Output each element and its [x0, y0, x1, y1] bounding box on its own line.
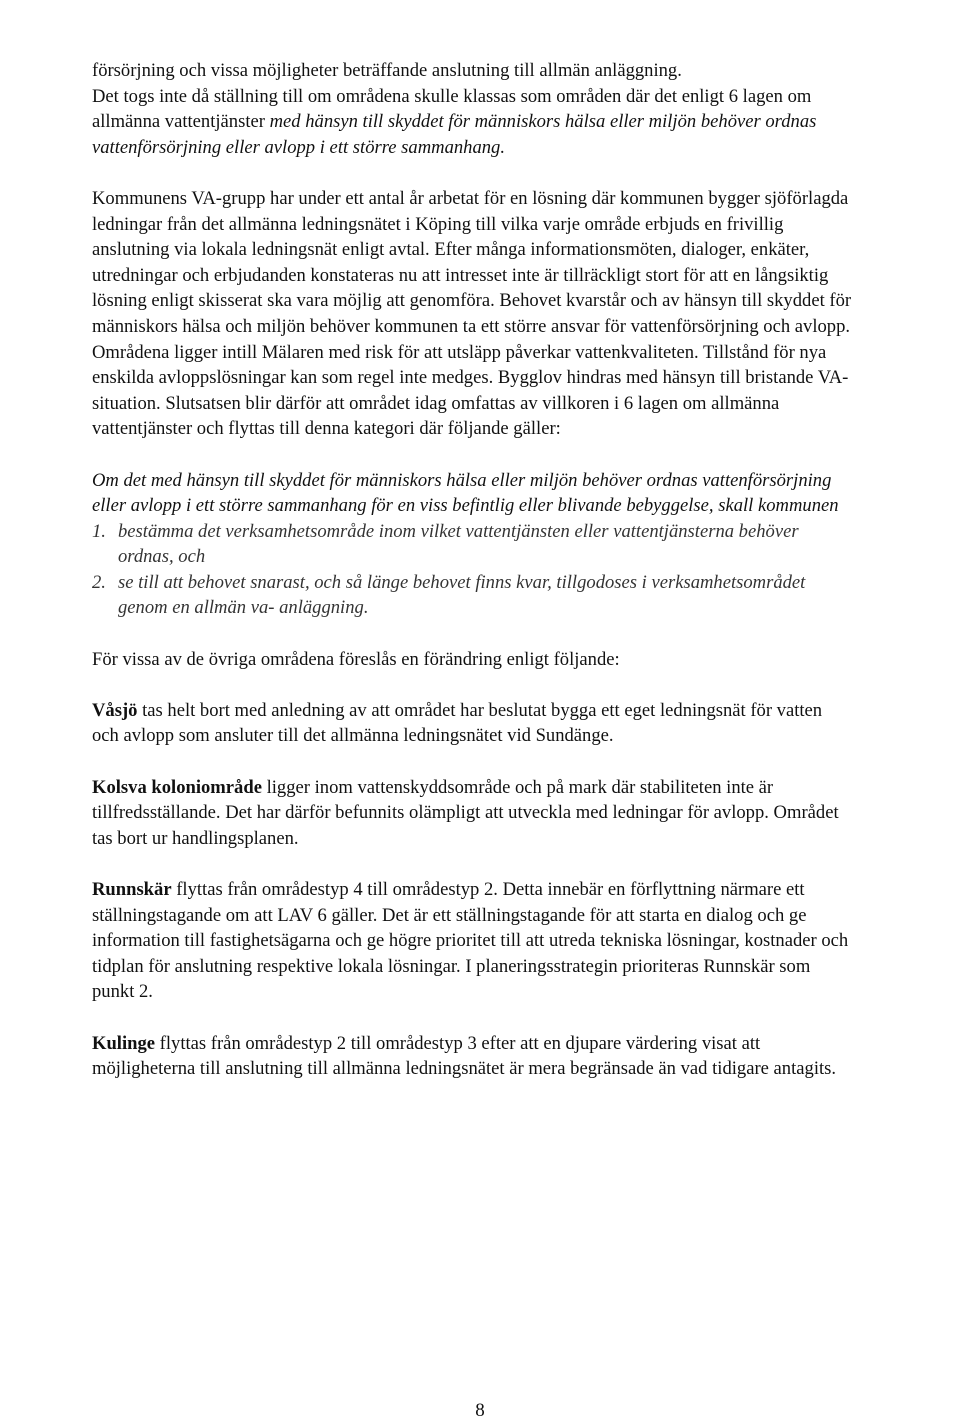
law-quote-list — [92, 519, 852, 621]
law-quote: Om det med hänsyn till skyddet för människors hälsa eller miljön behöver ordnas vattenförsörjning eller avlopp i ett större sammanhang för en viss befintlig eller blivande bebyggelse, skall kommunen — [92, 469, 839, 517]
area-name: Våsjö — [92, 699, 138, 721]
area-text: flyttas från områdestyp 4 till områdestyp 2. Detta innebär en förflyttning närmare ett ställningstagande om att LAV 6 gäller. Det är ett ställningstagande för att starta en dialog och ge information till fastighetsägarna och ge högre prioritet till att utreda tekniska lösningar, kostnader och tidplan för anslutning respektive lokala lösningar. I planeringsstrategin prioriteras Runnskär som punkt 2. — [92, 879, 849, 1003]
area-name: Kulinge — [92, 1032, 156, 1054]
intro-italic-text: med hänsyn till skyddet för människors hälsa eller miljön behöver ordnas vattenförsörjning eller avlopp i ett större sammanhang. — [92, 111, 817, 158]
law-quote-item: 2. se till att behovet snarast, och så länge behovet finns kvar, tillgodoses i verksamhetsområdet genom en allmän va- anläggning. — [92, 571, 806, 619]
document-page — [92, 58, 852, 1082]
area-vasjo — [92, 698, 852, 749]
area-name: Runnskär — [92, 879, 172, 900]
intro-paragraph — [92, 58, 852, 160]
law-quote-item: 1. bestämma det verksamhetsområde inom vilket vattentjänsten eller vattentjänsterna behöver ordnas, och — [92, 520, 799, 568]
area-text: ligger inom vattenskyddsområde och på mark där stabiliteten inte är tillfredsställande. Det har därför befunnits olämpligt att utveckla med ledningar för avlopp. Området tas bort ur handlingsplanen. — [92, 776, 839, 849]
page-number: 8 — [475, 1400, 485, 1421]
area-runnskar — [92, 877, 852, 1005]
main-paragraph: Kommunens VA-grupp har under ett antal år arbetat för en lösning där kommunen bygger sjöförlagda ledningar från det allmänna ledningsnätet i Köping till vilka varje område erbjuds en frivillig anslutning via lokala ledningsnät enligt avtal. Efter många informationsmöten, dialoger, enkäter, utredningar och erbjudanden konstateras nu att intresset inte är tillräckligt stort för att en långsiktig lösning enligt skisserat ska vara möjlig att genomföra. Behovet kvarstår och av hänsyn till skyddet för människors hälsa och miljön behöver kommunen ta ett större ansvar för vattenförsörjning och avlopp. Områdena ligger intill Mälaren med risk för att utsläpp påverkar vattenkvaliteten. Tillstånd för nya enskilda avloppslösningar kan som regel inte medges. Bygglov hindras med hänsyn till bristande VA-situation. Slutsatsen blir därför att området idag omfattas av villkoren i 6 lagen om allmänna vattentjänster och flyttas till denna kategori där följande gäller: — [92, 187, 852, 440]
area-name: Kolsva koloniområde — [92, 776, 262, 798]
area-text: tas helt bort med anledning av att området har beslutat bygga ett eget ledningsnät för vatten och avlopp som ansluter till det allmänna ledningsnätet vid Sundänge. — [92, 699, 823, 747]
intro-text: Det togs inte då ställning till om områdena skulle klassas som områden där det enligt 6 lagen om allmänna vattentjänster — [92, 85, 812, 133]
area-kolsva — [92, 775, 852, 852]
intro-line-1: försörjning och vissa möjligheter beträffande anslutning till allmän anläggning. — [92, 60, 682, 81]
changes-intro: För vissa av de övriga områdena föreslås en förändring enligt följande: — [92, 648, 620, 670]
area-kulinge — [92, 1031, 852, 1082]
area-text: flyttas från områdestyp 2 till områdestyp 3 efter att en djupare värdering visat att möjligheterna till anslutning till allmänna ledningsnätet är mera begränsade än vad tidigare antagits. — [92, 1032, 837, 1080]
